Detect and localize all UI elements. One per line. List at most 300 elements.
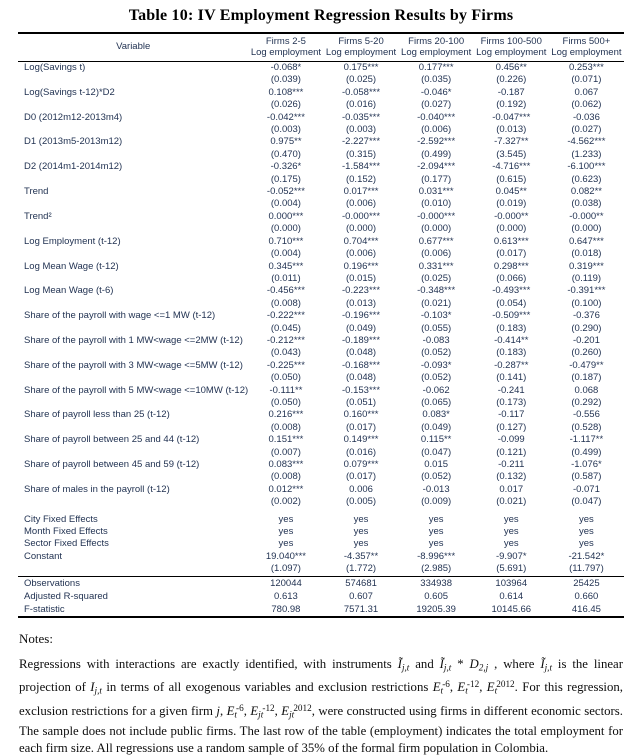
notes-text: in terms of all exogenous variables and exclusion restrictions (101, 680, 433, 695)
coef-value: -0.187 (497, 86, 525, 98)
fe-value: yes (353, 538, 369, 550)
coef-value: 0.017 (499, 483, 524, 495)
column-header (399, 33, 474, 62)
stat-value: 0.660 (574, 590, 599, 602)
se-value: (0.055) (421, 322, 452, 334)
variable-label: D1 (2013m5-2013m12) (24, 136, 123, 148)
se-label-spacer (18, 471, 248, 483)
coef-value: -1.584*** (342, 161, 381, 173)
se-value: (0.002) (270, 496, 301, 508)
se-row (18, 447, 624, 459)
coef-row (18, 335, 624, 347)
math-subscript: jt (289, 709, 295, 720)
coef-value: 0.083*** (268, 459, 304, 470)
coef-value: -21.542* (568, 550, 605, 562)
variable-label: Log Mean Wage (t-12) (24, 260, 119, 272)
se-value: (0.049) (345, 322, 377, 334)
column-sub-label: Log employment (401, 47, 472, 58)
coef-value: -0.058*** (342, 86, 381, 98)
se-value: (0.013) (496, 124, 527, 136)
header-row (18, 33, 624, 62)
math-italic: Ĩ (439, 657, 444, 672)
coef-value: -0.223*** (342, 285, 381, 297)
math-italic: Ĩ (397, 657, 402, 672)
coef-row (18, 261, 624, 273)
math-italic: E (281, 703, 290, 718)
variable-label: Trend (24, 186, 49, 198)
se-value: (0.005) (345, 496, 377, 508)
stat-value: 0.614 (499, 590, 524, 602)
stat-value: 19205.39 (416, 604, 456, 616)
se-value: (0.141) (496, 372, 527, 384)
se-value: (0.132) (496, 471, 527, 483)
se-value: (1.233) (571, 148, 602, 160)
fe-label: Sector Fixed Effects (24, 538, 109, 550)
se-value: (0.499) (421, 148, 452, 160)
se-label-spacer (18, 447, 248, 459)
se-value: (0.292) (571, 396, 602, 408)
math-subscript: 2,j (478, 662, 489, 673)
column-group-label: Firms 5-20 (338, 36, 384, 47)
coef-value: -0.287** (494, 359, 529, 371)
column-sub-label: Log employment (476, 47, 547, 58)
notes-text: * (451, 657, 470, 672)
coef-value: -0.040*** (417, 111, 456, 123)
se-label-spacer (18, 248, 248, 260)
coef-value: 0.710*** (268, 235, 304, 247)
coef-value: -0.211 (498, 459, 525, 470)
coef-value: 0.000*** (268, 210, 304, 222)
se-value: (0.152) (345, 173, 377, 185)
coef-value: -0.153*** (342, 384, 381, 396)
coef-value: -0.052*** (266, 186, 305, 198)
se-value: (0.071) (571, 74, 602, 86)
coef-value: 0.149*** (343, 434, 379, 446)
se-row (18, 174, 624, 186)
coef-value: -8.996*** (417, 550, 456, 562)
coef-value: -2.227*** (342, 136, 381, 148)
coef-value: -0.225*** (266, 359, 305, 371)
coef-value: 0.151*** (268, 434, 304, 446)
se-label-spacer (18, 397, 248, 409)
fe-value: yes (503, 513, 519, 525)
math-subscript: t (440, 685, 444, 696)
coef-value: 0.175*** (343, 62, 379, 73)
math-subscript: j,t (401, 662, 410, 673)
se-row (18, 74, 624, 86)
coef-value: 0.017*** (343, 186, 379, 198)
notes-text: , were constructed using firms in different economic sectors. The sample does not include public firms. The last row of the table (employment) indicates the total employment for each firm size. All regressions use a random sample of 35% of the formal firm population in Colombia. (19, 703, 623, 755)
coef-value: 0.006 (349, 483, 373, 495)
se-value: (0.004) (270, 198, 301, 210)
se-label-spacer (18, 149, 248, 161)
coef-value: -0.168*** (342, 359, 381, 371)
math-italic: I (90, 680, 95, 695)
math-italic: E (226, 703, 235, 718)
variable-label: Trend² (24, 210, 52, 222)
se-value: (0.615) (496, 173, 527, 185)
stats-body (18, 576, 624, 617)
se-value: (0.017) (345, 421, 377, 433)
fe-value: yes (579, 513, 594, 525)
coef-row (18, 360, 624, 372)
se-label-spacer (18, 563, 248, 576)
coef-value: -0.196*** (342, 310, 381, 322)
coef-value: -4.716*** (492, 161, 531, 173)
se-value: (0.100) (571, 297, 602, 309)
se-value: (0.017) (496, 248, 527, 260)
math-superscript: -6 (442, 679, 450, 690)
se-value: (0.499) (571, 446, 602, 458)
se-row (18, 124, 624, 136)
variable-label: Log(Savings t-12)*D2 (24, 86, 115, 98)
se-value: (0.003) (345, 124, 377, 136)
se-value: (0.260) (571, 347, 602, 359)
stat-value: 103964 (495, 577, 528, 589)
coef-value: -0.035*** (342, 111, 381, 123)
coef-value: -1.076* (571, 459, 602, 470)
se-value: (0.183) (496, 347, 527, 359)
se-row (18, 372, 624, 384)
column-group-label: Firms 100-500 (480, 36, 542, 47)
se-value: (0.065) (421, 396, 452, 408)
se-value: (0.010) (421, 198, 452, 210)
table-header (18, 33, 624, 62)
coef-value: 0.083* (422, 409, 450, 421)
fe-label: City Fixed Effects (24, 513, 98, 525)
se-label-spacer (18, 323, 248, 335)
coef-value: -0.556 (572, 409, 600, 421)
variable-label: Share of the payroll with 5 MW<wage <=10MW (t-12) (24, 384, 249, 396)
stat-value: 120044 (270, 577, 302, 589)
se-value: (0.052) (421, 347, 452, 359)
se-value: (1.097) (270, 563, 301, 575)
math-italic: j (216, 703, 220, 718)
coef-value: 0.108*** (268, 86, 304, 98)
coef-value: -0.083 (422, 334, 450, 346)
fe-value: yes (353, 526, 369, 538)
fe-value: yes (278, 538, 294, 550)
se-label-spacer (18, 124, 248, 136)
column-header (323, 33, 398, 62)
coef-value: -0.042*** (266, 111, 305, 123)
coef-value: -0.509*** (492, 310, 531, 322)
variable-label: Share of males in the payroll (t-12) (24, 483, 170, 495)
se-label-spacer (18, 298, 248, 310)
se-value: (0.025) (345, 74, 377, 86)
se-value: (0.315) (345, 148, 377, 160)
se-value: (0.016) (345, 99, 377, 111)
math-italic: D (469, 657, 479, 672)
se-value: (0.008) (270, 297, 301, 309)
coef-value: 0.115** (420, 434, 452, 446)
fe-value: yes (579, 538, 594, 550)
notes-text: , (274, 703, 282, 718)
stat-value: 10145.66 (491, 604, 532, 616)
se-label-spacer (18, 372, 248, 384)
stat-value: 25425 (573, 577, 600, 589)
se-value: (0.290) (571, 322, 602, 334)
coef-value: -0.479** (569, 359, 604, 371)
coefficients-body (18, 62, 624, 577)
coef-value: 0.613*** (493, 235, 529, 247)
se-value: (0.052) (421, 471, 452, 483)
stat-value: 780.98 (271, 604, 301, 616)
se-value: (0.119) (571, 272, 602, 284)
variable-label: Constant (24, 550, 63, 562)
se-value: (0.019) (496, 198, 527, 210)
coef-value: 0.677*** (418, 235, 454, 247)
se-value: (0.008) (270, 471, 301, 483)
coef-value: -0.071 (572, 483, 600, 495)
coef-value: 0.975** (270, 136, 302, 148)
math-subscript: jt (258, 709, 264, 720)
se-value: (0.000) (270, 223, 301, 235)
math-superscript: 2012 (293, 702, 312, 713)
column-header (248, 33, 323, 62)
se-value: (0.007) (270, 446, 301, 458)
se-value: (0.006) (421, 248, 452, 260)
fixed-effects-row (18, 526, 624, 538)
coef-row (18, 551, 624, 563)
coef-value: 0.704*** (343, 235, 379, 247)
notes-label: Notes: (19, 631, 53, 647)
fe-value: yes (579, 526, 594, 538)
se-value: (0.004) (270, 248, 301, 260)
coef-row (18, 161, 624, 173)
se-value: (0.054) (496, 297, 527, 309)
coef-row (18, 484, 624, 496)
column-sub-label: Log employment (250, 47, 322, 58)
se-value: (0.470) (270, 148, 301, 160)
se-label-spacer (18, 347, 248, 359)
math-superscript: -12 (262, 702, 275, 713)
se-value: (0.021) (496, 496, 527, 508)
coef-value: -0.000*** (417, 210, 456, 222)
se-value: (0.183) (496, 322, 527, 334)
stat-label: Observations (24, 577, 80, 589)
notes-text: , (449, 680, 458, 695)
fe-value: yes (503, 538, 519, 550)
se-value: (0.035) (421, 74, 452, 86)
coef-value: 0.160*** (343, 409, 379, 421)
coef-value: 0.079*** (343, 459, 379, 470)
se-value: (0.587) (571, 471, 602, 483)
coef-row (18, 285, 624, 297)
fixed-effects-row (18, 538, 624, 550)
se-value: (0.006) (421, 124, 452, 136)
coef-row (18, 434, 624, 446)
coef-value: 0.045** (495, 186, 527, 198)
coef-value: 0.068 (574, 384, 599, 396)
se-value: (0.000) (496, 223, 527, 235)
coef-value: 0.015 (424, 459, 449, 470)
coef-value: -0.391*** (567, 285, 606, 297)
coef-value: -0.093* (420, 359, 452, 371)
coef-row (18, 186, 624, 198)
coef-value: 0.456** (495, 62, 527, 73)
se-value: (0.000) (571, 223, 602, 235)
se-value: (0.000) (421, 223, 452, 235)
coef-value: -4.562*** (567, 136, 606, 148)
se-row (18, 149, 624, 161)
coef-row (18, 236, 624, 248)
coef-row (18, 136, 624, 148)
stat-value: 334938 (420, 577, 452, 589)
coef-value: 0.177*** (418, 62, 454, 73)
notes-text: , (219, 703, 227, 718)
se-value: (0.026) (270, 99, 301, 111)
math-subscript: t (465, 685, 468, 696)
coef-value: -0.046* (420, 86, 452, 98)
se-value: (11.797) (569, 563, 604, 575)
variable-label: Share of payroll between 45 and 59 (t-12) (24, 459, 200, 470)
notes-text: , (479, 680, 487, 695)
math-italic: E (457, 680, 466, 695)
se-value: (0.008) (270, 421, 301, 433)
se-value: (0.027) (421, 99, 452, 111)
column-group-label: Firms 20-100 (408, 36, 465, 47)
se-value: (0.052) (421, 372, 452, 384)
coef-value: 0.319*** (568, 260, 604, 272)
se-value: (0.017) (345, 471, 377, 483)
coef-value: 0.082** (570, 186, 602, 198)
stat-value: 0.605 (424, 590, 449, 602)
variable-label: D0 (2012m12-2013m4) (24, 111, 123, 123)
se-value: (0.173) (496, 396, 527, 408)
se-value: (0.121) (496, 446, 527, 458)
se-value: (0.623) (571, 173, 602, 185)
stat-row (18, 576, 624, 590)
notes-text: , (243, 703, 251, 718)
notes-text: is the linear projection of (19, 657, 623, 695)
stat-value: 416.45 (571, 604, 601, 616)
coef-value: -0.189*** (342, 334, 381, 346)
coef-value: -0.212*** (266, 334, 305, 346)
se-row (18, 496, 624, 508)
se-value: (0.027) (571, 124, 602, 136)
coef-value: -0.000** (569, 210, 604, 222)
fe-value: yes (428, 526, 444, 538)
se-row (18, 99, 624, 111)
se-value: (0.047) (421, 446, 452, 458)
math-superscript: -6 (236, 702, 244, 713)
coef-row (18, 87, 624, 99)
se-label-spacer (18, 223, 248, 235)
coef-value: 0.253*** (568, 62, 604, 73)
se-value: (5.691) (496, 563, 527, 575)
fe-value: yes (353, 513, 369, 525)
coef-value: -0.414** (494, 334, 529, 346)
se-value: (0.049) (421, 421, 452, 433)
notes-text: and (409, 657, 440, 672)
se-label-spacer (18, 198, 248, 210)
se-value: (0.127) (496, 421, 527, 433)
se-value: (0.013) (345, 297, 377, 309)
coef-value: -7.327** (494, 136, 529, 148)
se-value: (0.050) (270, 372, 301, 384)
regression-table (18, 32, 624, 618)
math-subscript: j,t (544, 662, 553, 673)
notes-paragraph (19, 656, 623, 756)
coef-value: -0.013 (422, 483, 450, 495)
coef-value: -0.376 (572, 310, 600, 322)
coef-value: -0.000** (494, 210, 529, 222)
coef-value: 0.196*** (343, 260, 379, 272)
column-header (474, 33, 549, 62)
variable-label: Share of the payroll with wage <=1 MW (t-12) (24, 310, 216, 322)
se-value: (3.545) (496, 148, 527, 160)
coef-value: -2.592*** (417, 136, 456, 148)
se-value: (0.050) (270, 396, 301, 408)
coef-row (18, 62, 624, 75)
se-value: (0.006) (345, 198, 377, 210)
coef-value: -4.357** (343, 550, 379, 562)
se-value: (0.018) (571, 248, 602, 260)
notes-text: . For this regression, exclusion restrictions for a given firm (19, 680, 623, 718)
se-value: (0.015) (345, 272, 377, 284)
column-group-label: Firms 500+ (562, 36, 611, 47)
coef-value: -2.094*** (417, 161, 456, 173)
fe-value: yes (428, 538, 444, 550)
variable-column-header: Variable (116, 40, 151, 52)
se-row (18, 323, 624, 335)
fixed-effects-row (18, 509, 624, 526)
coef-value: -0.062 (422, 384, 450, 396)
se-value: (0.048) (345, 372, 377, 384)
variable-label: Log(Savings t) (24, 62, 86, 73)
coef-value: -0.117 (498, 409, 525, 421)
math-italic: E (486, 680, 495, 695)
coef-value: -9.907* (495, 550, 527, 562)
se-value: (0.006) (345, 248, 377, 260)
se-value: (0.011) (271, 272, 301, 284)
math-italic: E (250, 703, 259, 718)
se-row (18, 248, 624, 260)
stat-row (18, 603, 624, 617)
variable-label: D2 (2014m1-2014m12) (24, 161, 123, 173)
coef-value: -1.117** (569, 434, 604, 446)
se-row (18, 347, 624, 359)
variable-label: Share of the payroll with 1 MW<wage <=2MW (t-12) (24, 334, 243, 346)
se-value: (0.177) (421, 173, 452, 185)
notes-section (19, 631, 623, 756)
notes-text: , where (488, 657, 541, 672)
se-label-spacer (18, 422, 248, 434)
se-label-spacer (18, 273, 248, 285)
column-group-label: Firms 2-5 (265, 36, 306, 47)
coef-value: 0.298*** (493, 260, 529, 272)
se-value: (0.047) (571, 496, 602, 508)
se-value: (0.009) (421, 496, 452, 508)
coef-value: 0.216*** (268, 409, 304, 421)
se-value: (0.528) (571, 421, 602, 433)
coef-value: -0.201 (572, 334, 600, 346)
se-value: (1.772) (345, 563, 377, 575)
coef-value: -0.099 (497, 434, 525, 446)
se-value: (0.226) (496, 74, 527, 86)
coef-row (18, 211, 624, 223)
se-value: (0.043) (270, 347, 301, 359)
column-sub-label: Log employment (551, 47, 622, 58)
coef-value: -0.241 (497, 384, 525, 396)
se-value: (0.039) (270, 74, 301, 86)
se-row (18, 397, 624, 409)
coef-value: 0.331*** (418, 260, 454, 272)
stat-row (18, 590, 624, 603)
coef-row (18, 310, 624, 322)
coef-row (18, 112, 624, 124)
